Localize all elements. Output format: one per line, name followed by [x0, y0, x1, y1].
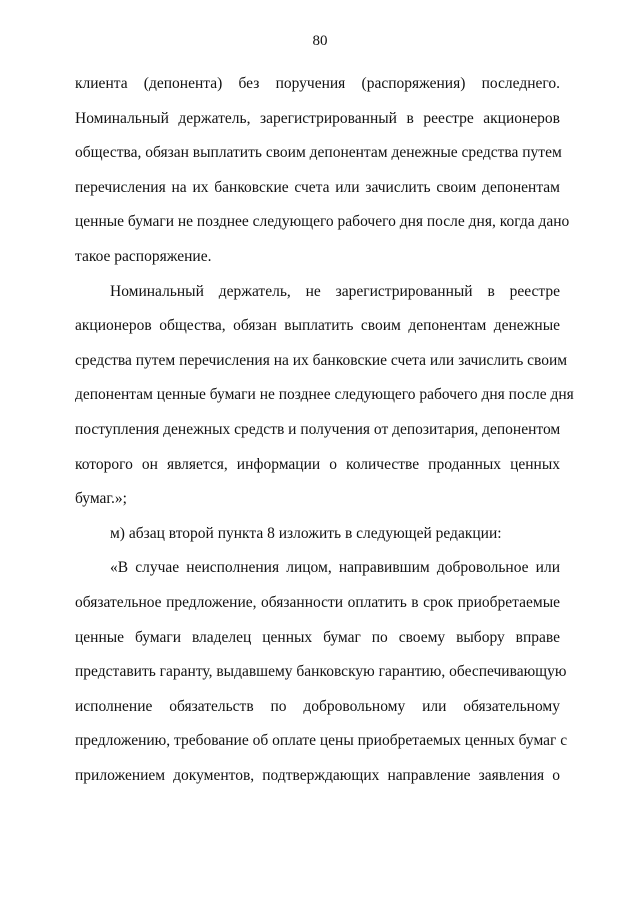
text-line: ценные бумаги не позднее следующего рабочего дня после дня, когда дано	[75, 213, 570, 230]
text-line: депонентам ценные бумаги не позднее следующего рабочего дня после дня	[75, 386, 574, 403]
text-line: которого он является, информации о количестве проданных ценных	[75, 456, 560, 473]
text-line: бумаг.»;	[75, 490, 127, 507]
text-line: клиента (депонента) без поручения (распоряжения) последнего.	[75, 75, 560, 92]
text-line: исполнение обязательств по добровольному или обязательному	[75, 698, 560, 715]
text-line: общества, обязан выплатить своим депонентам денежные средства путем	[75, 144, 562, 161]
text-line: предложению, требование об оплате цены приобретаемых ценных бумаг с	[75, 732, 568, 749]
text-line: ценные бумаги владелец ценных бумаг по своему выбору вправе	[75, 629, 560, 646]
text-line: Номинальный держатель, не зарегистрированный в реестре	[110, 283, 560, 300]
text-line: средства путем перечисления на их банковские счета или зачислить своим	[75, 352, 568, 369]
text-line: поступления денежных средств и получения от депозитария, депонентом	[75, 421, 561, 438]
page-number: 80	[312, 33, 328, 49]
text-line: Номинальный держатель, зарегистрированный в реестре акционеров	[75, 110, 560, 127]
text-line: приложением документов, подтверждающих направление заявления о	[75, 767, 560, 784]
text-line: перечисления на их банковские счета или зачислить своим депонентам	[75, 179, 560, 196]
text-line: обязательное предложение, обязанности оплатить в срок приобретаемые	[75, 594, 560, 611]
text-line: представить гаранту, выдавшему банковскую гарантию, обеспечивающую	[75, 663, 567, 680]
text-line: такое распоряжение.	[75, 248, 212, 265]
text-line: м) абзац второй пункта 8 изложить в следующей редакции:	[110, 525, 502, 542]
text-line: «В случае неисполнения лицом, направившим добровольное или	[110, 559, 560, 576]
text-line: акционеров общества, обязан выплатить своим депонентам денежные	[75, 317, 560, 334]
